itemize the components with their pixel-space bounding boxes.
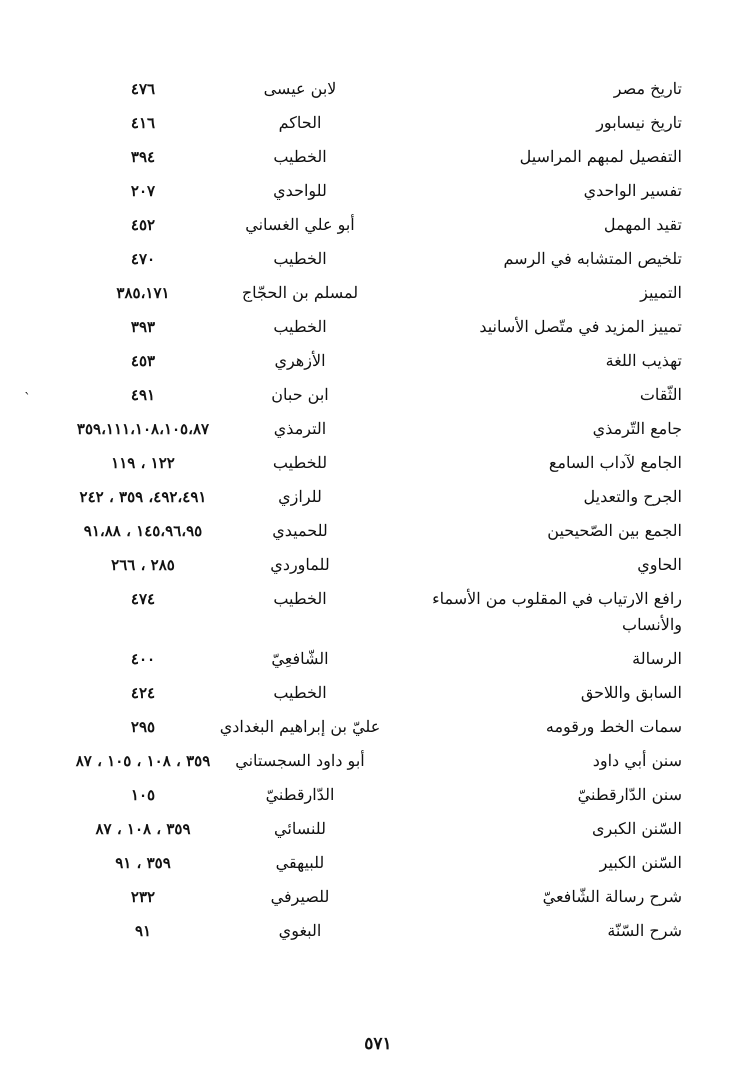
book-title: الجامع لآداب السامع xyxy=(548,453,682,472)
book-title: السابق واللاحق xyxy=(580,683,682,702)
book-author: أبو داود السجستاني xyxy=(235,751,365,770)
index-row xyxy=(40,812,690,846)
book-author: الشّافعِيّ xyxy=(271,649,329,668)
index-row xyxy=(40,778,690,812)
page-number: ٥٧١ xyxy=(364,1034,392,1054)
book-author: الخطيب xyxy=(273,147,327,166)
book-title: سنن الدّارقطنيّ xyxy=(577,785,682,804)
book-author: للماوردي xyxy=(270,555,330,574)
book-author: لمسلم بن الحجّاج xyxy=(241,283,359,302)
book-author: أبو علي الغساني xyxy=(245,215,355,234)
book-title: تلخيص المتشابه في الرسم xyxy=(503,249,682,268)
index-row xyxy=(40,710,690,744)
page-references: ٤٧٦ xyxy=(130,80,156,98)
book-author: عليّ بن إبراهيم البغدادي xyxy=(219,717,381,736)
book-author: الخطيب xyxy=(273,683,327,702)
index-row xyxy=(40,480,690,514)
book-author: الخطيب xyxy=(273,317,327,336)
index-row xyxy=(40,344,690,378)
index-row xyxy=(40,208,690,242)
book-author: للبيهقي xyxy=(275,853,325,872)
book-title: التفصيل لمبهم المراسيل xyxy=(519,147,682,166)
page-references: ٣٥٩ ، ٩١ xyxy=(115,854,171,872)
page-references: ٣٥٩ ، ١٠٨ ، ٨٧ xyxy=(95,820,191,838)
page-references: ٤١٦ xyxy=(130,114,156,132)
book-author: الأزهري xyxy=(274,351,326,370)
page-references: ٤٢٤ xyxy=(130,684,156,702)
book-author: الخطيب xyxy=(273,589,327,608)
page-references: ٩١ xyxy=(134,922,152,940)
book-title: تقيد المهمل xyxy=(603,215,682,234)
book-title: تمييز المزيد في متّصل الأسانيد xyxy=(479,317,682,336)
page-references: ٣٥٩،١١١،١٠٨،١٠٥،٨٧ xyxy=(76,420,210,438)
sources-index-list xyxy=(40,72,690,948)
index-row xyxy=(40,378,690,412)
page-references: ٢٣٢ xyxy=(130,888,156,906)
page-references: ٤٧٠ xyxy=(130,250,156,268)
page-references: ٣٩٣ xyxy=(130,318,156,336)
book-title: شرح رسالة الشّافعيّ xyxy=(542,887,682,906)
book-author: للواحدي xyxy=(273,181,327,200)
index-row xyxy=(40,582,690,642)
book-title: تاريخ مصر xyxy=(613,79,682,98)
book-author: للخطيب xyxy=(272,453,328,472)
book-title: السّنن الكبرى xyxy=(591,819,682,838)
page-references: ٤٧٤ xyxy=(130,590,156,608)
margin-mark: ` xyxy=(24,391,31,407)
index-row xyxy=(40,642,690,676)
book-title: الرسالة xyxy=(632,649,682,668)
book-author: ابن حبان xyxy=(271,385,329,404)
page-references: ٤٠٠ xyxy=(130,650,156,668)
book-author: الدّارقطنيّ xyxy=(265,785,335,804)
index-row xyxy=(40,744,690,778)
index-row xyxy=(40,514,690,548)
book-title: جامع التّرمذي xyxy=(592,419,682,438)
book-title: الجمع بين الصّحيحين xyxy=(547,521,682,540)
index-row xyxy=(40,72,690,106)
book-title: تهذيب اللغة xyxy=(605,351,682,370)
page-references: ٣٨٥،١٧١ xyxy=(116,284,170,302)
book-title: رافع الارتياب في المقلوب من الأسماء والأنساب xyxy=(432,589,682,634)
book-title: سنن أبي داود xyxy=(592,751,682,770)
page-references: ٤٩٢،٤٩١، ٣٥٩ ، ٢٤٢ xyxy=(79,488,207,506)
book-author: للصيرفي xyxy=(270,887,330,906)
index-row xyxy=(40,412,690,446)
index-row xyxy=(40,174,690,208)
index-row xyxy=(40,276,690,310)
book-author: للحميدي xyxy=(272,521,328,540)
index-row xyxy=(40,548,690,582)
book-author: الترمذي xyxy=(273,419,327,438)
index-row xyxy=(40,846,690,880)
page-references: ٣٩٤ xyxy=(130,148,156,166)
page-references: ٢٩٥ xyxy=(130,718,156,736)
page-references: ٤٥٣ xyxy=(130,352,156,370)
index-row xyxy=(40,242,690,276)
index-row xyxy=(40,140,690,174)
page-references: ٢٨٥ ، ٢٦٦ xyxy=(111,556,175,574)
page-references: ٣٥٩ ، ١٠٨ ، ١٠٥ ، ٨٧ xyxy=(75,752,211,770)
book-title: تفسير الواحدي xyxy=(583,181,682,200)
index-row xyxy=(40,310,690,344)
book-title: السّنن الكبير xyxy=(599,853,682,872)
page-references: ٢٠٧ xyxy=(130,182,156,200)
page-references: ١٠٥ xyxy=(130,786,156,804)
book-title: التمييز xyxy=(640,283,682,302)
page-references: ١٤٥،٩٦،٩٥ ، ٩١،٨٨ xyxy=(83,522,203,540)
book-author: الحاكم xyxy=(278,113,322,132)
index-row xyxy=(40,106,690,140)
page-references: ٤٩١ xyxy=(130,386,156,404)
page-references: ١٢٢ ، ١١٩ xyxy=(111,454,175,472)
book-title: الثّقات xyxy=(639,385,682,404)
book-author: للنسائي xyxy=(274,819,326,838)
index-row xyxy=(40,446,690,480)
book-title: الحاوي xyxy=(637,555,682,574)
index-row xyxy=(40,880,690,914)
book-author: البغوي xyxy=(278,921,322,940)
book-title: شرح السّنّة xyxy=(607,921,682,940)
book-author: للرازي xyxy=(278,487,322,506)
book-author: لابن عيسى xyxy=(263,79,337,98)
index-row xyxy=(40,676,690,710)
book-title: الجرح والتعديل xyxy=(583,487,682,506)
index-row xyxy=(40,914,690,948)
page-references: ٤٥٢ xyxy=(130,216,156,234)
book-title: سمات الخط ورقومه xyxy=(545,717,682,736)
book-author: الخطيب xyxy=(273,249,327,268)
book-title: تاريخ نيسابور xyxy=(596,113,682,132)
